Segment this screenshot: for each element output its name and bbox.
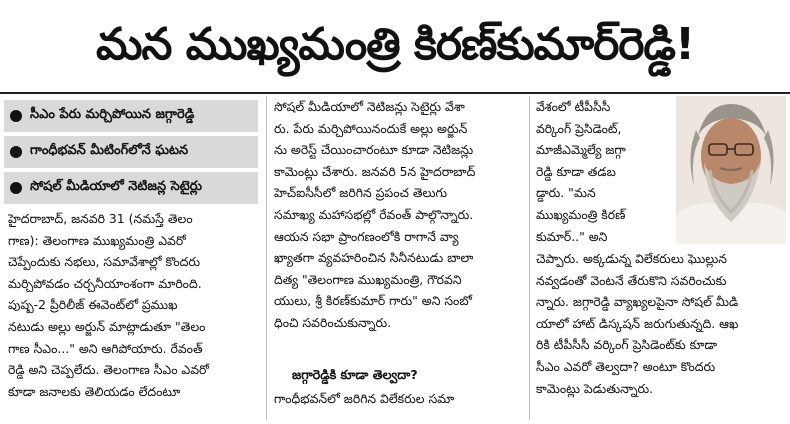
highlight-item	[4, 172, 258, 204]
article-column-2-continued	[274, 388, 522, 410]
highlight-text: సోషల్ మీడియాలో నెటిజన్ల సెటైర్లు	[30, 179, 202, 194]
text-line: ఆయన సభా ప్రాంగణంలోకి రాగానే వ్యా	[274, 228, 459, 244]
text-line: డ్డారు. "మన	[536, 185, 596, 201]
text-line: పుష్ప-2 ప్రీరిలీజ్ ఈవెంట్‌లో ప్రముఖ	[8, 297, 178, 313]
text-line: మర్చిపోవడం చర్చనీయాంశంగా మారింది.	[8, 275, 202, 291]
bullet-icon	[10, 182, 22, 194]
text-line: సమాఖ్య మహాసభల్లో రేవంత్ పాల్గొన్నారు.	[274, 206, 474, 222]
text-line: కుమార్.." అని	[536, 228, 608, 244]
text-line: గాణ సీఎం..." అని ఆగిపోయారు. రేవంత్	[8, 340, 203, 356]
text-line: నటుడు అల్లు అర్జున్ మాట్లాడుతూ "తెలం	[8, 318, 206, 334]
column-divider	[529, 96, 530, 420]
text-line: హైదరాబాద్, జనవరి 31 (నమస్తే తెలం	[8, 211, 193, 226]
article-column-1	[8, 208, 260, 402]
highlight-item	[4, 136, 258, 168]
text-line: సోషల్ మీడియాలో నెటిజన్లు సెటైర్లు వేశా	[274, 99, 465, 114]
highlight-item	[4, 100, 258, 132]
text-line: ను అరెస్ట్ చేయించారంటూ కూడా నెటిజన్లు	[274, 142, 474, 158]
bullet-icon	[10, 146, 22, 158]
text-line: కామెంట్లు చేశారు. జనవరి 5న హైదరాబాద్	[274, 163, 476, 179]
portrait-illustration	[676, 96, 786, 244]
text-line: యాలో హాట్ డిస్కషన్ జరుగుతున్నది. ఆఖ	[536, 315, 739, 331]
article-column-2	[274, 96, 522, 334]
text-line: యులు, శ్రీ కిరణ్‌కుమార్ గారు" అని సంబో	[274, 293, 472, 309]
text-line: కామెంట్లు పెడుతున్నారు.	[536, 380, 654, 396]
text-line: మాజీఎమ్మెల్యే జగ్గా	[536, 142, 626, 158]
text-line: ఖ్యాతగా వ్యవహరించిన సినీనటుడు బాలా	[274, 250, 474, 266]
text-line: ముఖ్యమంత్రి కిరణ్	[536, 206, 626, 222]
subheading: జగ్గారెడ్డికి కూడా తెల్వదా?	[292, 367, 418, 382]
text-line: చెప్పేందుకు నభలు, సమావేశాల్లో కొందరు	[8, 254, 201, 270]
article-column-3-top	[536, 96, 668, 247]
text-line: కూడా జనాలకు తెలియడం లేదంటూ	[8, 383, 181, 399]
text-line: రు. పేరు మర్చిపోయినందుకే అల్లు అర్జున్	[274, 120, 468, 136]
article-column-3-bottom	[536, 248, 786, 399]
text-line: గాణ): తెలంగాణ ముఖ్యమంత్రి ఎవరో	[8, 232, 186, 248]
text-line: గాంధీభవన్‌లో జరిగిన విలేకరుల సమా	[274, 391, 455, 406]
text-line: రెడ్డి అని చెప్పలేదు. తెలంగాణ సీఎం ఎవరో	[8, 362, 210, 378]
headline-rule	[0, 92, 790, 94]
text-line: వేశంలో టీపీసీసీ	[536, 99, 611, 114]
text-line: హెచ్‌ఐసీసీలో జరిగిన ప్రపంచ తెలుగు	[274, 185, 448, 201]
text-line: దిత్య "తెలంగాణ ముఖ్యమంత్రి, గౌరవని	[274, 271, 462, 287]
highlights-box	[4, 100, 258, 206]
highlight-text: గాంధీభవన్ మీటింగ్‌లోనే ఘటన	[30, 143, 189, 158]
text-line: వర్కింగ్ ప్రెసిడెంట్,	[536, 120, 622, 136]
text-line: ధించి సవరించుకున్నారు.	[274, 314, 392, 330]
highlight-text: సీఎం పేరు మర్చిపోయిన జగ్గారెడ్డి	[30, 107, 195, 122]
text-line: రెడ్డి కూడా తడబ	[536, 163, 616, 179]
bullet-icon	[10, 110, 22, 122]
text-line: రికి టీపీసీసీ వర్కింగ్ ప్రెసిడెంట్‌కు కూడా	[536, 337, 718, 353]
text-line: న్నారు. జగ్గారెడ్డి వ్యాఖ్యలపైనా సోషల్ మీడి	[536, 294, 739, 310]
headline: మన ముఖ్యమంత్రి కిరణ్‌కుమార్‌రెడ్డి!	[95, 19, 695, 70]
text-line: సీఎం ఎవరో తెల్వదా? అంటూ కొందరు	[536, 358, 716, 374]
text-line: చెప్పారు. అక్కడున్న విలేకరులు ఘొల్లున	[536, 251, 727, 266]
column-divider	[266, 96, 267, 420]
portrait-photo	[676, 96, 786, 244]
text-line: నవ్వడంతో వెంటనే తేరుకొని సవరించుకు	[536, 272, 727, 288]
